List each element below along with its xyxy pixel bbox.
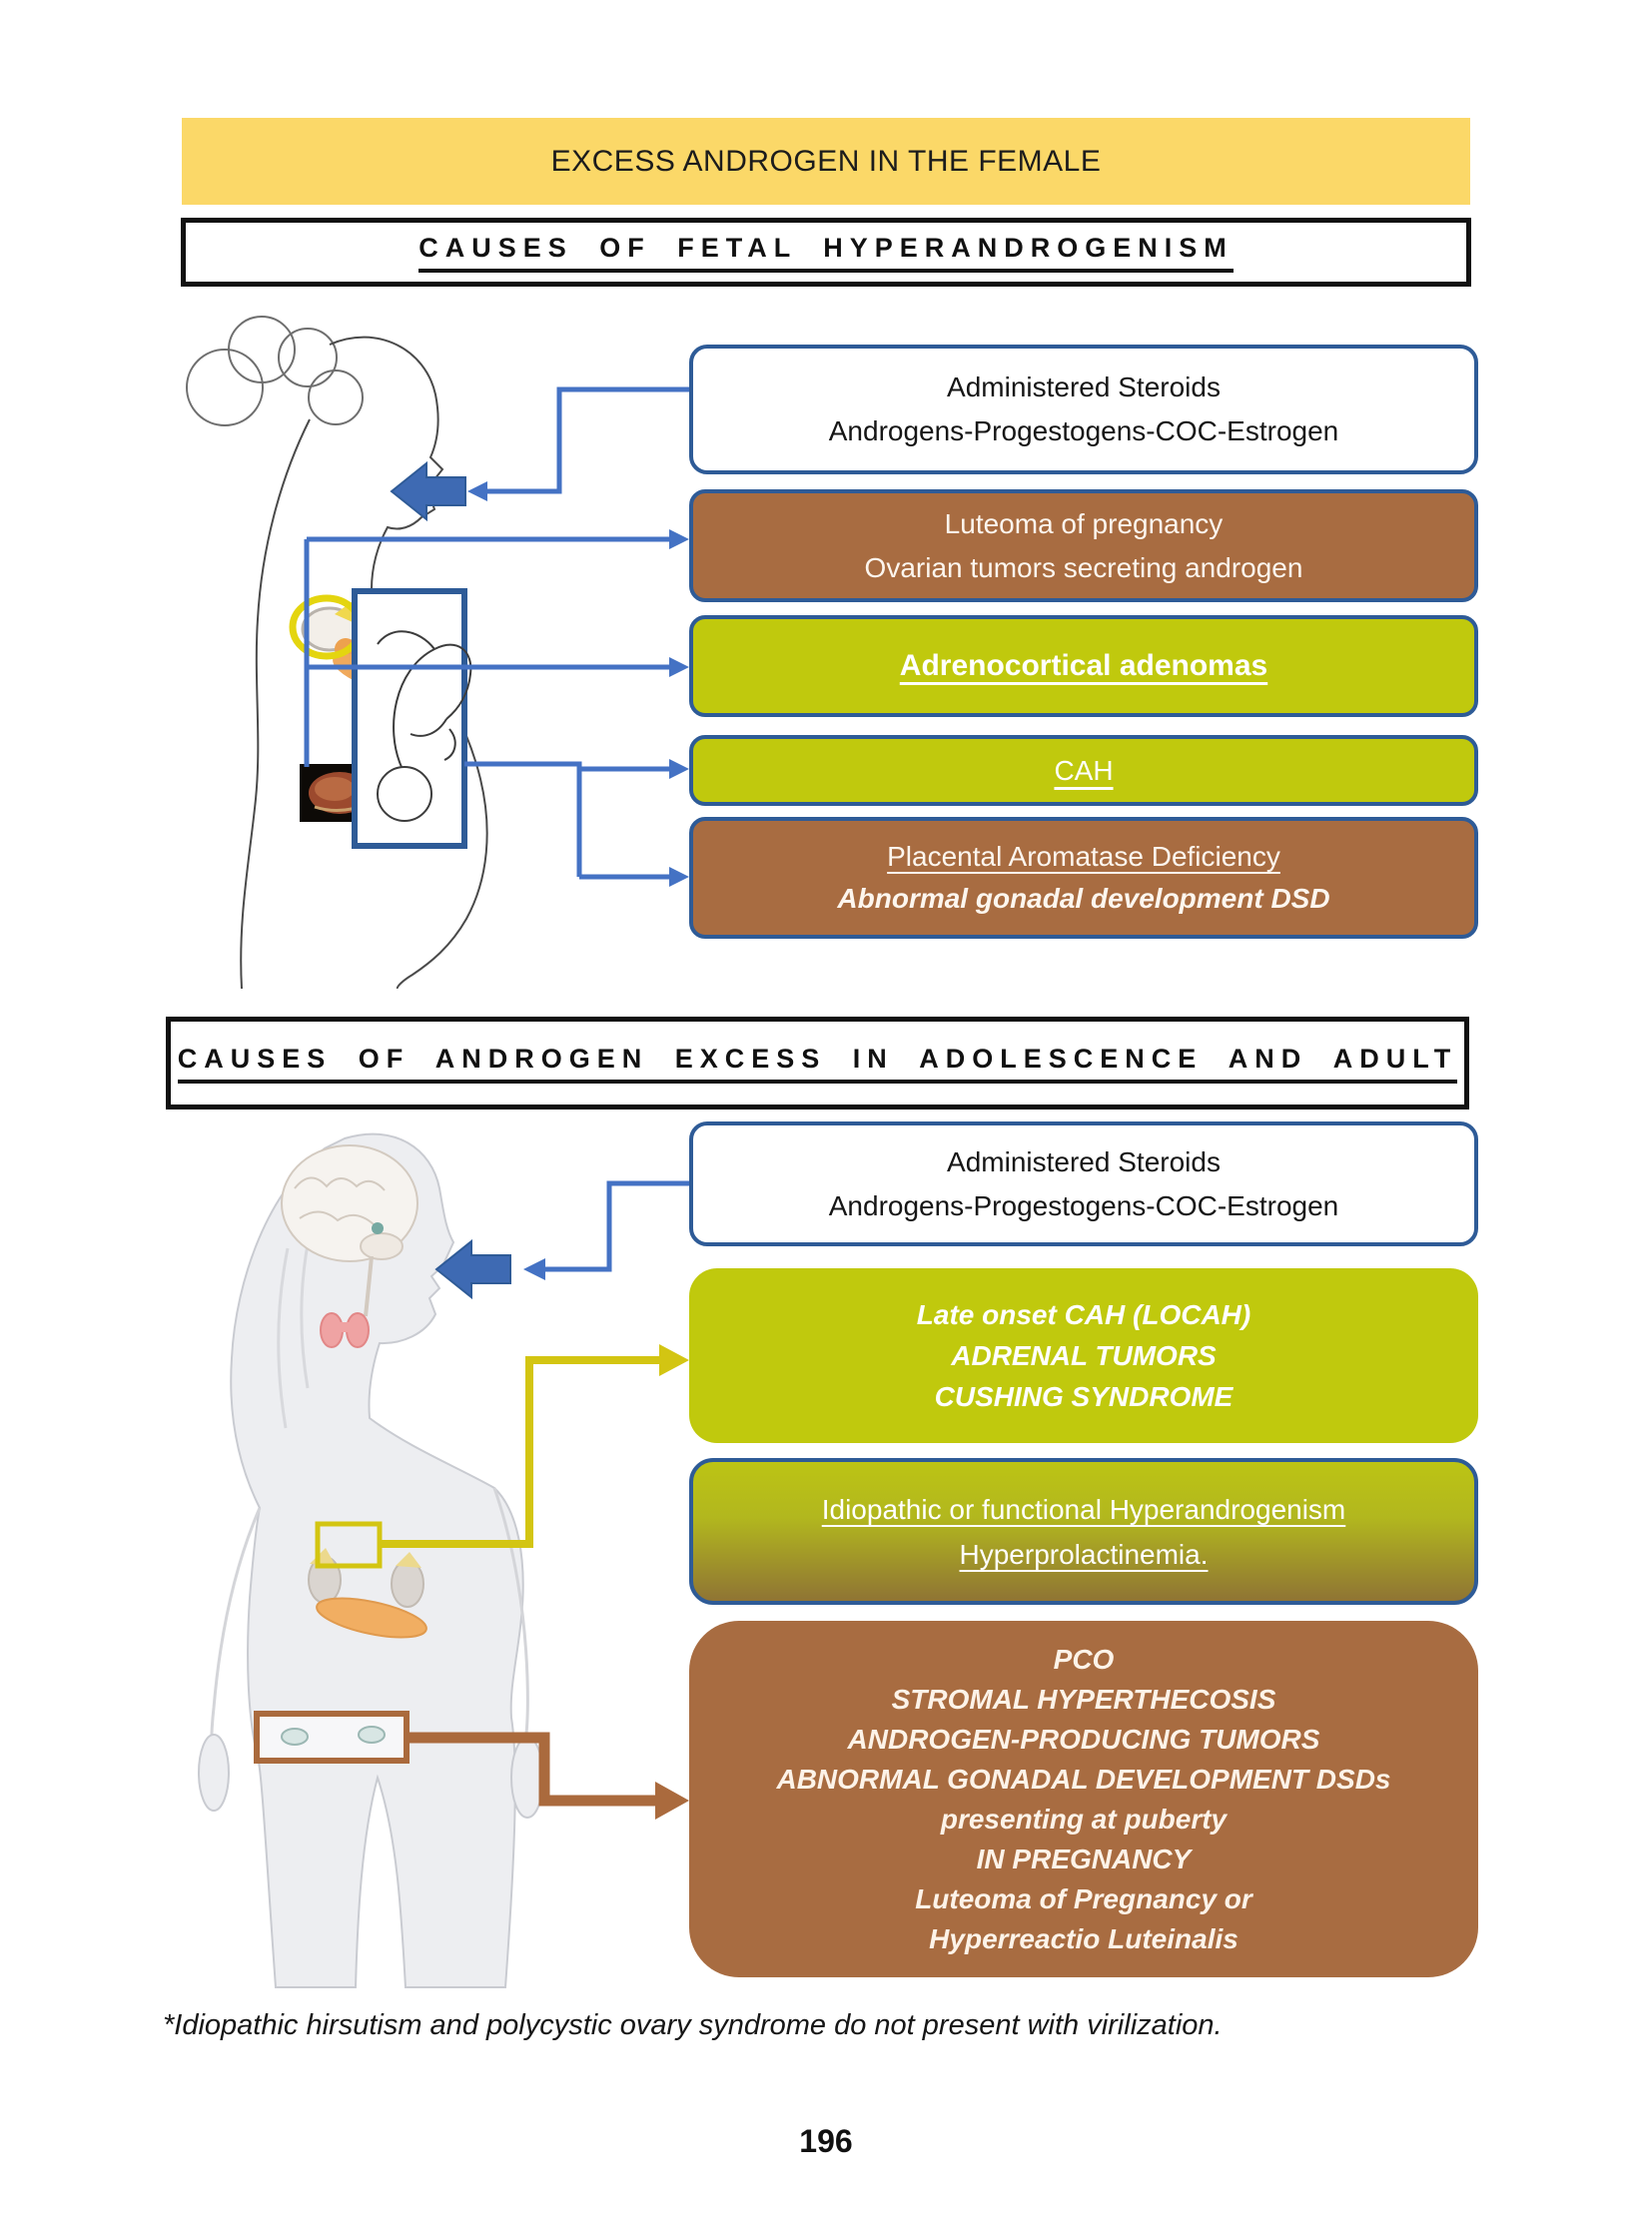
box-line: presenting at puberty [940, 1803, 1228, 1835]
box-line: Administered Steroids [947, 371, 1221, 402]
box-line: CUSHING SYNDROME [934, 1381, 1234, 1412]
box-line: ADRENAL TUMORS [951, 1340, 1217, 1371]
box-line: Hyperprolactinemia. [959, 1538, 1209, 1570]
section2-title: CAUSES OF ANDROGEN EXCESS IN ADOLESCENCE AND ADULT [178, 1044, 1458, 1084]
box-line: Late onset CAH (LOCAH) [916, 1299, 1251, 1330]
arrowhead-right-icon [669, 867, 689, 887]
box-line: Ovarian tumors secreting androgen [864, 551, 1303, 583]
box-cah [689, 735, 1478, 806]
box-adrenocortical-adenomas [689, 615, 1478, 717]
box-pco-ovarian-causes [689, 1621, 1478, 1977]
hair-bun-sketch [187, 317, 363, 425]
page-number: 196 [799, 2123, 853, 2159]
section1-title-box [181, 218, 1471, 287]
page-header-title: EXCESS ANDROGEN IN THE FEMALE [550, 144, 1102, 178]
box-luteoma-of-pregnancy [689, 489, 1478, 602]
ovary-right [359, 1727, 385, 1743]
box-idiopathic-hyperandrogenism [689, 1458, 1478, 1605]
ovary-left [282, 1729, 308, 1745]
box-line: Androgens-Progestogens-COC-Estrogen [828, 1189, 1339, 1221]
box-line: STROMAL HYPERTHECOSIS [891, 1683, 1276, 1715]
arrowhead-right-icon [659, 1344, 689, 1376]
page-header-banner [182, 118, 1470, 205]
arrowhead-right-icon [669, 529, 689, 549]
arrowhead-right-icon [669, 657, 689, 677]
block-arrow-left-icon [392, 463, 465, 519]
section2-title-box [166, 1017, 1469, 1110]
box-line: Idiopathic or functional Hyperandrogenism [821, 1493, 1346, 1525]
arrowhead-left-icon [467, 481, 487, 501]
pituitary-dot [372, 1222, 384, 1234]
footnote: *Idiopathic hirsutism and polycystic ovary syndrome do not present with virilization. [163, 2009, 1223, 2041]
box-line: Luteoma of pregnancy [944, 507, 1224, 539]
left-hand [199, 1735, 229, 1811]
connector-to-administered-steroids-adult [543, 1183, 689, 1269]
box-line: ABNORMAL GONADAL DEVELOPMENT DSDs [776, 1763, 1391, 1795]
box-line: Abnormal gonadal development DSD [837, 883, 1330, 914]
box-line: Androgens-Progestogens-COC-Estrogen [828, 415, 1339, 446]
fetal-hyperandrogenism-figure [150, 300, 699, 989]
box-administered-steroids-adult [689, 1121, 1478, 1246]
arrowhead-left-icon [523, 1258, 545, 1280]
box-line: IN PREGNANCY [976, 1843, 1192, 1874]
connector-to-administered-steroids [485, 389, 689, 491]
box-placental-aromatase [689, 817, 1478, 939]
box-administered-steroids-fetal [689, 345, 1478, 474]
arrowhead-right-icon [655, 1782, 689, 1820]
box-line: CAH [1054, 754, 1114, 786]
box-line: ANDROGEN-PRODUCING TUMORS [847, 1723, 1320, 1755]
box-line: Administered Steroids [947, 1145, 1221, 1177]
arrowhead-right-icon [669, 759, 689, 779]
adult-androgen-excess-figure [110, 1118, 699, 1997]
box-locah-adrenal-cushing [689, 1268, 1478, 1443]
right-hand [511, 1738, 543, 1818]
box-line: Hyperreactio Luteinalis [929, 1922, 1239, 1954]
box-line: Placental Aromatase Deficiency [887, 841, 1280, 872]
box-line: Luteoma of Pregnancy or [915, 1882, 1252, 1914]
section1-title: CAUSES OF FETAL HYPERANDROGENISM [418, 233, 1234, 273]
box-line: Adrenocortical adenomas [899, 649, 1268, 682]
box-line: PCO [1053, 1643, 1115, 1675]
